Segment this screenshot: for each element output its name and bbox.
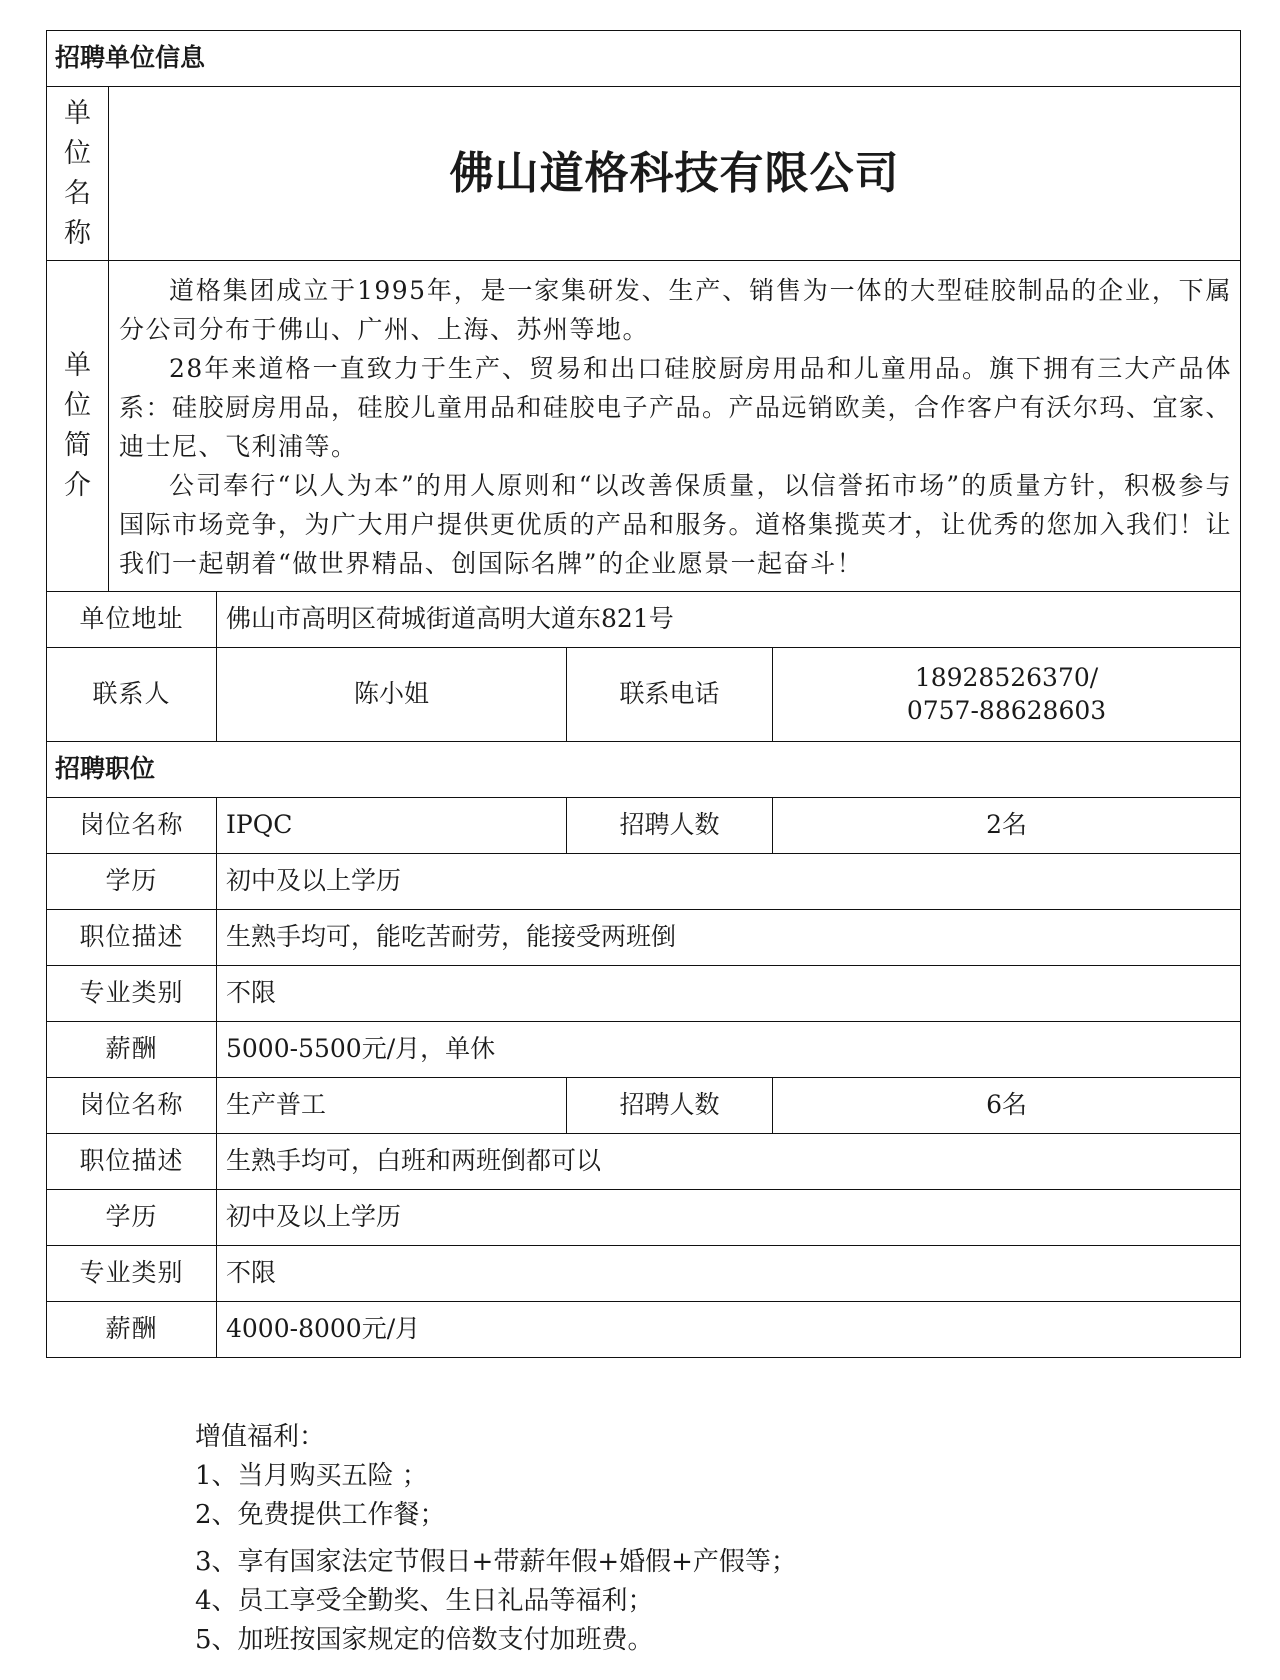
- position-edu-row: [47, 1190, 1241, 1246]
- intro-paragraph: 28年来道格一直致力于生产、贸易和出口硅胶厨房用品和儿童用品。旗下拥有三大产品体系：硅胶厨房用品，硅胶儿童用品和硅胶电子产品。产品远销欧美，合作客户有沃尔玛、宜家、迪士尼、飞利浦等。: [119, 354, 1233, 461]
- salary-label: 薪酬: [47, 1022, 217, 1078]
- position-title-label: 岗位名称: [47, 798, 217, 854]
- edu-label: 学历: [47, 1190, 217, 1246]
- phone-value: 18928526370/ 0757-88628603: [773, 648, 1241, 742]
- phone-label: 联系电话: [567, 648, 773, 742]
- benefit-item: 4、员工享受全勤奖、生日礼品等福利；: [195, 1586, 654, 1616]
- benefits-title: 增值福利：: [195, 1422, 326, 1452]
- benefits-list: [195, 1418, 797, 1660]
- position-desc-row: [47, 1134, 1241, 1190]
- desc-value: 生熟手均可，能吃苦耐劳，能接受两班倒: [217, 910, 1241, 966]
- company-intro-label: 单 位 简 介: [47, 261, 109, 592]
- recruitment-table: [46, 30, 1241, 1358]
- intro-paragraph: 道格集团成立于1995年，是一家集研发、生产、销售为一体的大型硅胶制品的企业，下属分公司分布于佛山、广州、上海、苏州等地。: [119, 276, 1233, 344]
- contact-label: 联系人: [47, 648, 217, 742]
- position-count: 2名: [773, 798, 1241, 854]
- position-count-label: 招聘人数: [567, 1078, 773, 1134]
- benefit-item: 1、当月购买五险 ；: [195, 1461, 428, 1491]
- employer-section-row: [47, 31, 1241, 87]
- position-title-row: [47, 1078, 1241, 1134]
- company-name-label: 单 位 名 称: [47, 87, 109, 261]
- address-row: [47, 592, 1241, 648]
- position-title-row: [47, 798, 1241, 854]
- benefit-item: 2、免费提供工作餐；: [195, 1500, 446, 1530]
- recruitment-form: [46, 30, 1240, 1358]
- edu-value: 初中及以上学历: [217, 1190, 1241, 1246]
- position-title-label: 岗位名称: [47, 1078, 217, 1134]
- positions-section-row: [47, 742, 1241, 798]
- employer-section-title: 招聘单位信息: [47, 31, 1241, 87]
- edu-label: 学历: [47, 854, 217, 910]
- benefit-item: 3、享有国家法定节假日+带薪年假+婚假+产假等；: [195, 1547, 797, 1577]
- position-major-row: [47, 966, 1241, 1022]
- position-salary-row: [47, 1022, 1241, 1078]
- company-intro: [109, 261, 1241, 592]
- salary-value: 4000-8000元/月: [217, 1302, 1241, 1358]
- position-title: IPQC: [217, 798, 567, 854]
- major-label: 专业类别: [47, 966, 217, 1022]
- major-label: 专业类别: [47, 1246, 217, 1302]
- position-major-row: [47, 1246, 1241, 1302]
- desc-value: 生熟手均可，白班和两班倒都可以: [217, 1134, 1241, 1190]
- edu-value: 初中及以上学历: [217, 854, 1241, 910]
- intro-paragraph: 公司奉行“以人为本”的用人原则和“以改善保质量，以信誉拓市场”的质量方针，积极参与国际市场竞争，为广大用户提供更优质的产品和服务。道格集揽英才，让优秀的您加入我们！让我们一起朝着“做世界精品、创国际名牌”的企业愿景一起奋斗！: [119, 471, 1233, 578]
- salary-label: 薪酬: [47, 1302, 217, 1358]
- address-value: 佛山市高明区荷城街道高明大道东821号: [217, 592, 1241, 648]
- desc-label: 职位描述: [47, 1134, 217, 1190]
- position-desc-row: [47, 910, 1241, 966]
- contact-name: 陈小姐: [217, 648, 567, 742]
- contact-row: [47, 648, 1241, 742]
- position-count-label: 招聘人数: [567, 798, 773, 854]
- desc-label: 职位描述: [47, 910, 217, 966]
- company-name: 佛山道格科技有限公司: [109, 87, 1241, 261]
- position-edu-row: [47, 854, 1241, 910]
- major-value: 不限: [217, 966, 1241, 1022]
- positions-section-title: 招聘职位: [47, 742, 1241, 798]
- position-salary-row: [47, 1302, 1241, 1358]
- position-count: 6名: [773, 1078, 1241, 1134]
- company-name-row: [47, 87, 1241, 261]
- position-title: 生产普工: [217, 1078, 567, 1134]
- major-value: 不限: [217, 1246, 1241, 1302]
- company-intro-row: [47, 261, 1241, 592]
- benefit-item: 5、加班按国家规定的倍数支付加班费。: [195, 1625, 654, 1655]
- address-label: 单位地址: [47, 592, 217, 648]
- salary-value: 5000-5500元/月，单休: [217, 1022, 1241, 1078]
